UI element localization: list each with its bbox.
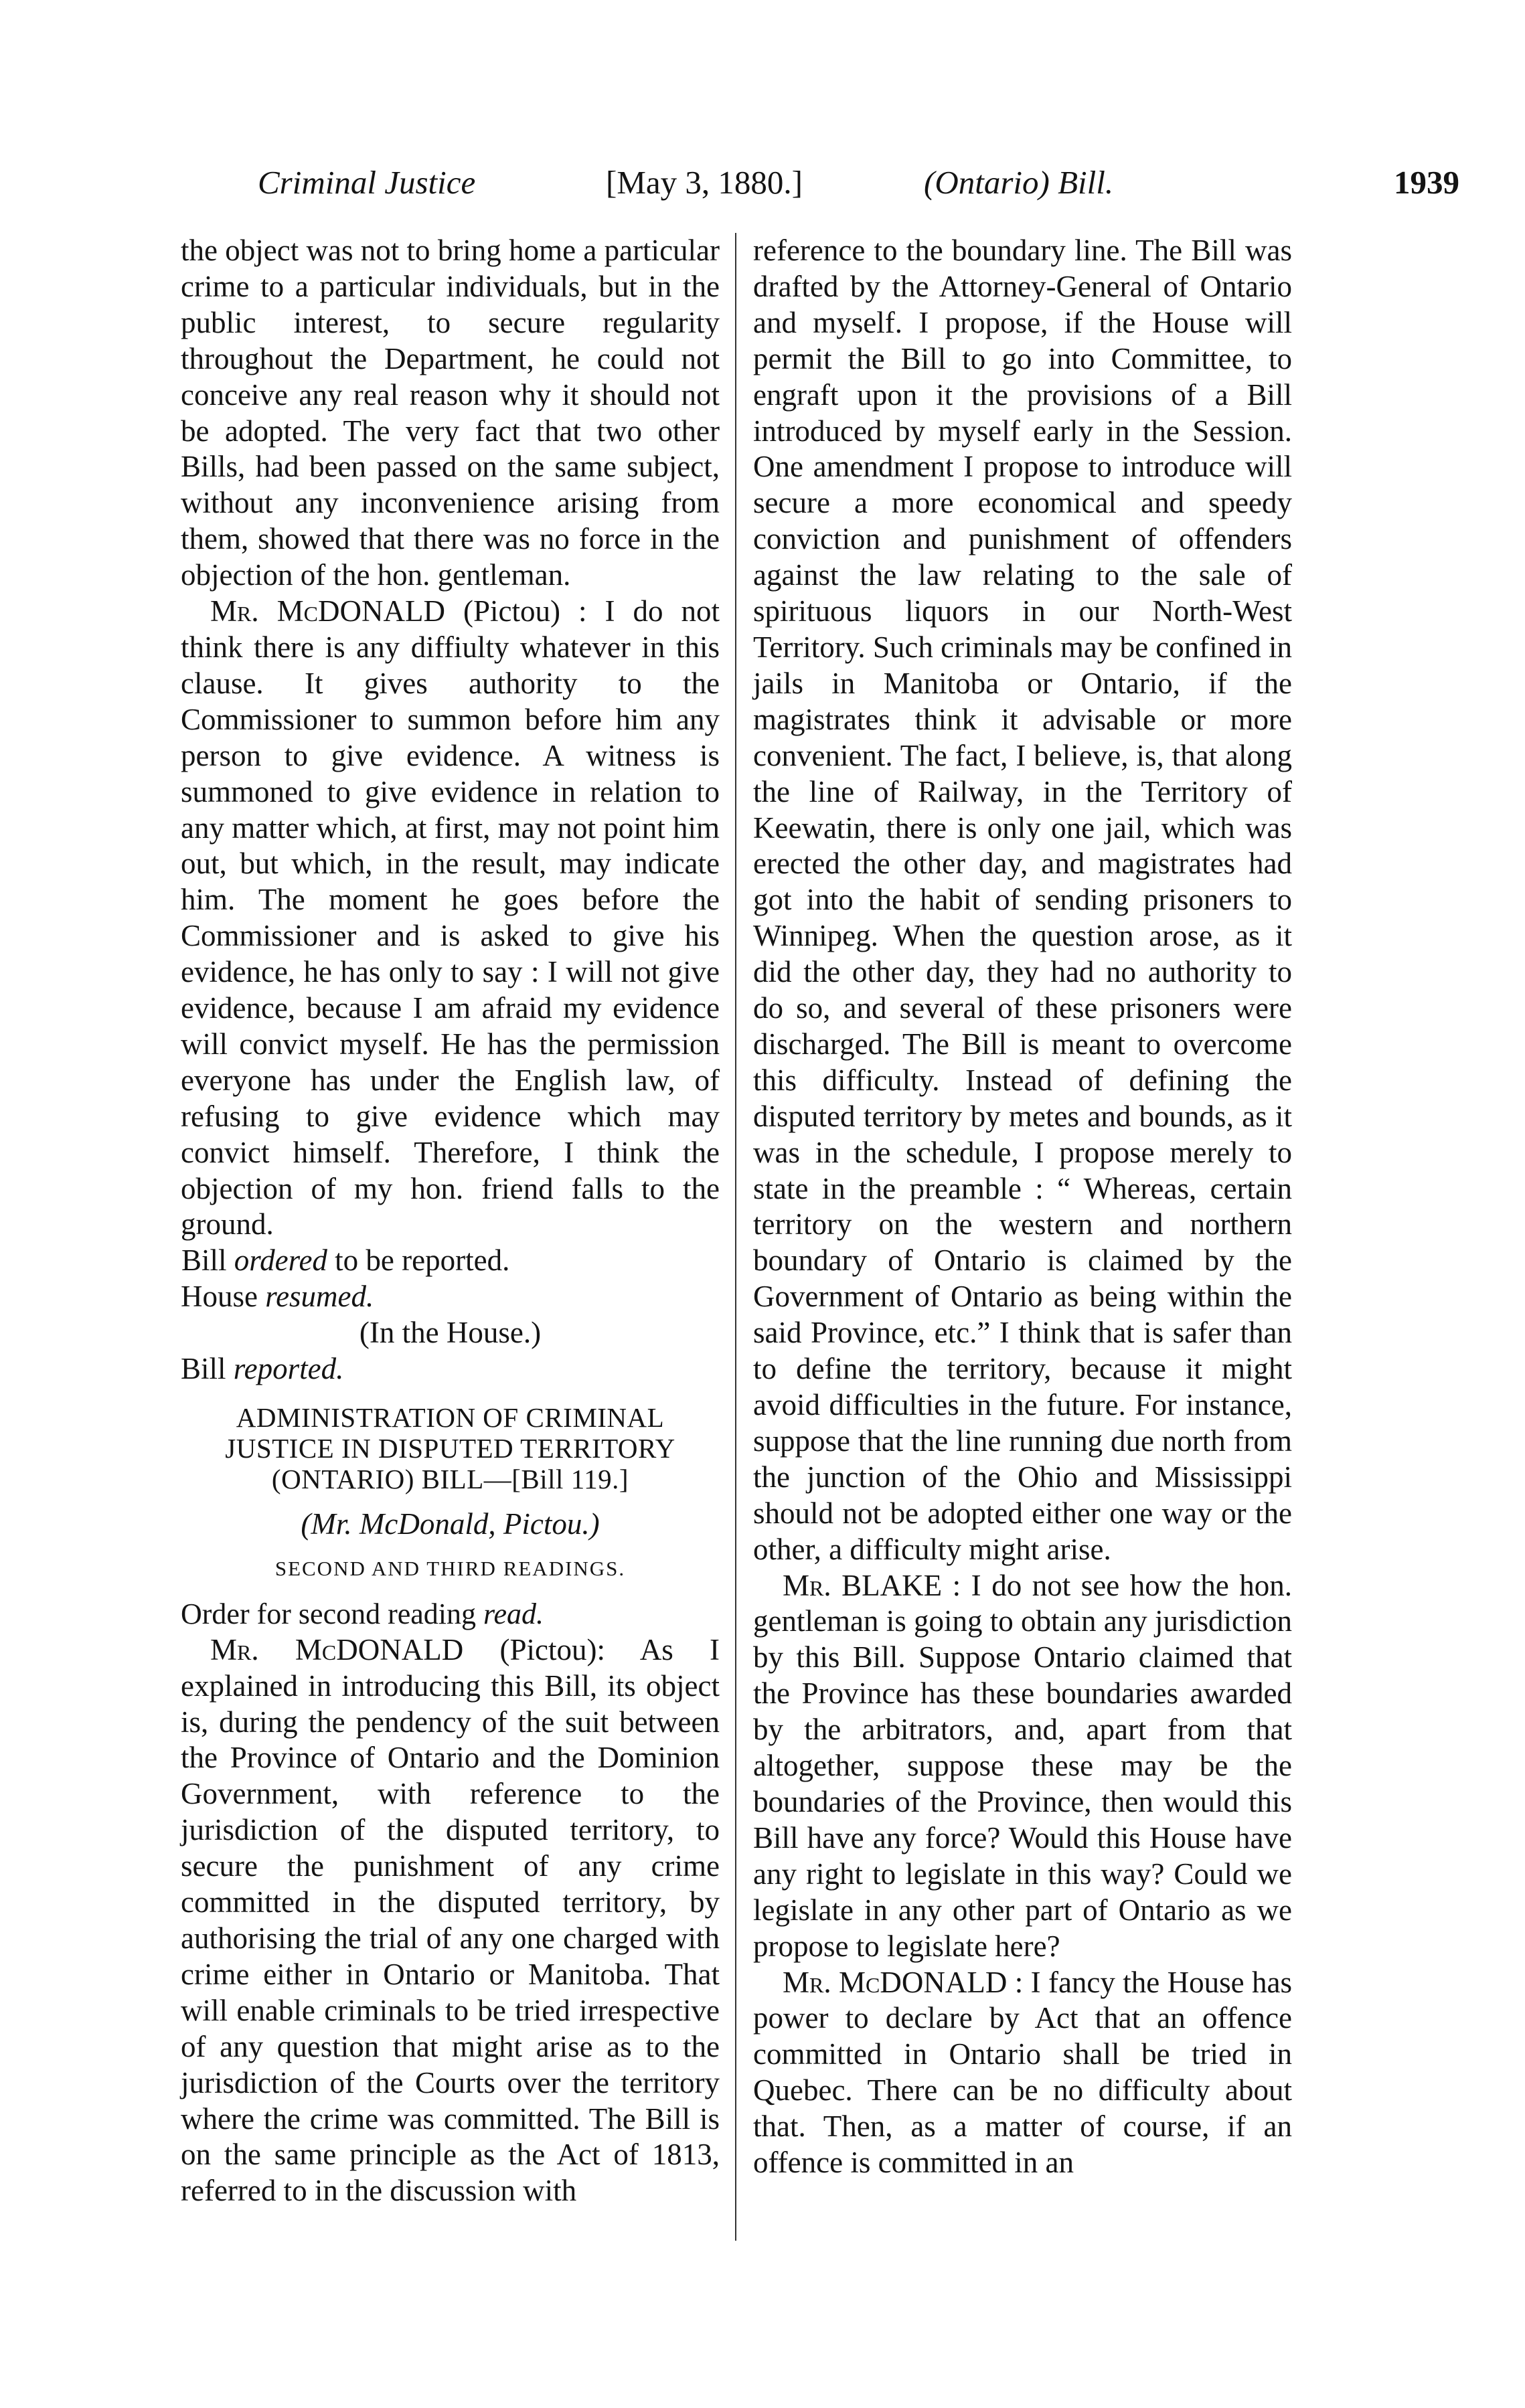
left-column	[181, 233, 720, 2209]
paragraph	[753, 1568, 1292, 1965]
paragraph: reference to the boundary line. The Bill was drafted by the Attorney-General of Ontario and myself. I propose, if the House will permit the Bill to go into Committee, to engraft upon it the provisions of a Bill introduced by myself early in the Session. One amendment I propose to introduce will secure a more economical and speedy conviction and punishment of offenders against the law relating to the sale of spirituous liquors in our North-West Territory. Such criminals may be confined in jails in Manitoba or Ontario, if the magistrates think it advisable or more convenient. The fact, I believe, is, that along the line of Railway, in the Territory of Keewatin, there is only one jail, which was erected the other day, and magistrates had got into the habit of sending prisoners to Winnipeg. When the question arose, as it did the other day, they had no authority to do so, and several of these prisoners were discharged. The Bill is meant to overcome this difficulty. Instead of defining the disputed territory by metes and bounds, as it was in the schedule, I propose merely to state in the preamble : “ Whereas, certain territory on the western and northern boundary of Ontario is claimed by the Government of Ontario as being within the said Province, etc.” I think that is safer than to define the territory, because it might avoid difficulties in the future. For instance, suppose that the line running due north from the junction of the Ohio and Mississippi should not be adopted either one way or the other, a difficulty might arise.	[753, 234, 1292, 1566]
header-right-title: (Ontario) Bill.	[924, 164, 1114, 201]
header-left-title: Criminal Justice	[258, 164, 476, 201]
page-header	[221, 153, 1459, 213]
speech-text: (Pictou): As I explained in introducing this Bill, its object is, during the pendency of the suit between the Province of Ontario and the Dominion Government, with reference to the jurisdiction of the disputed territory, to secure the punishment of any crime committed in the disputed territory, by authorising the trial of any one charged with crime either in Ontario or Manitoba. That will enable criminals to be tried irrespective of any question that might arise as to the jurisdiction of the Courts over the territory where the crime was committed. The Bill is on the same principle as the Act of 1813, referred to in the discussion with	[181, 1632, 720, 2208]
procedural-note: House resumed.	[181, 1280, 374, 1314]
speech-text: : I fancy the House has power to declare by Act that an offence committed in Ontario shall be tried in Quebec. There can be no difficulty about that. Then, as a matter of course, if an offence is committed in an	[753, 1965, 1292, 2180]
right-column	[753, 233, 1292, 2181]
speaker-name: Mr. BLAKE	[783, 1568, 943, 1602]
procedural-note: Bill reported.	[181, 1352, 344, 1386]
section-heading: ADMINISTRATION OF CRIMINAL JUSTICE IN DISPUTED TERRITORY (ONTARIO) BILL—[Bill 119.]	[225, 1402, 675, 1494]
header-date: [May 3, 1880.]	[606, 164, 803, 201]
column-divider	[735, 233, 736, 2241]
paragraph: the object was not to bring home a particular crime to a particular individuals, but in the public interest, to secure regularity throughout the Department, he could not conceive any real reason why it should not be adopted. The very fact that two other Bills, had been passed on the same subject, without any inconvenience arising from them, showed that there was no force in the objection of the hon. gentleman.	[181, 234, 720, 592]
bill-sponsor: (Mr. McDonald, Pictou.)	[301, 1507, 600, 1541]
speech-text: : I do not see how the hon. gentleman is going to obtain any jurisdiction by this Bill. Suppose Ontario claimed that the Province has these boundaries awarded by the arbitrators, and, apart from that altogether, suppose these may be the boundaries of the Province, then would this Bill have any force? Would this House have any right to legislate in this way? Could we legislate in any other part of Ontario as we propose to legislate here?	[753, 1568, 1293, 1963]
speaker-name: Mr. McDONALD	[783, 1965, 1008, 1999]
procedural-note: Bill ordered to be reported.	[181, 1243, 510, 1278]
speaker-name: Mr. McDONALD	[210, 594, 445, 628]
procedural-note: (In the House.)	[359, 1316, 542, 1350]
speech-text: (Pictou) : I do not think there is any diffiulty whatever in this clause. It gives authority to the Commissioner to summon before him any person to give evidence. A witness is summoned to give evidence in relation to any matter which, at first, may not point him out, but which, in the result, may indicate him. The moment he goes before the Commissioner and is asked to give his evidence, he has only to say : I will not give evidence, because I am afraid my evidence will convict myself. He has the permission everyone has under the English law, of refusing to give evidence which may convict himself. Therefore, I think the objection of my hon. friend falls to the ground.	[181, 594, 720, 1241]
speaker-name: Mr. McDONALD	[210, 1632, 464, 1666]
page-number: 1939	[1394, 164, 1459, 201]
procedural-note: Order for second reading read.	[181, 1597, 544, 1630]
paragraph	[181, 594, 720, 1243]
paragraph	[181, 1632, 720, 2210]
readings-subheading: SECOND AND THIRD READINGS.	[274, 1556, 626, 1580]
paragraph	[753, 1965, 1292, 2181]
